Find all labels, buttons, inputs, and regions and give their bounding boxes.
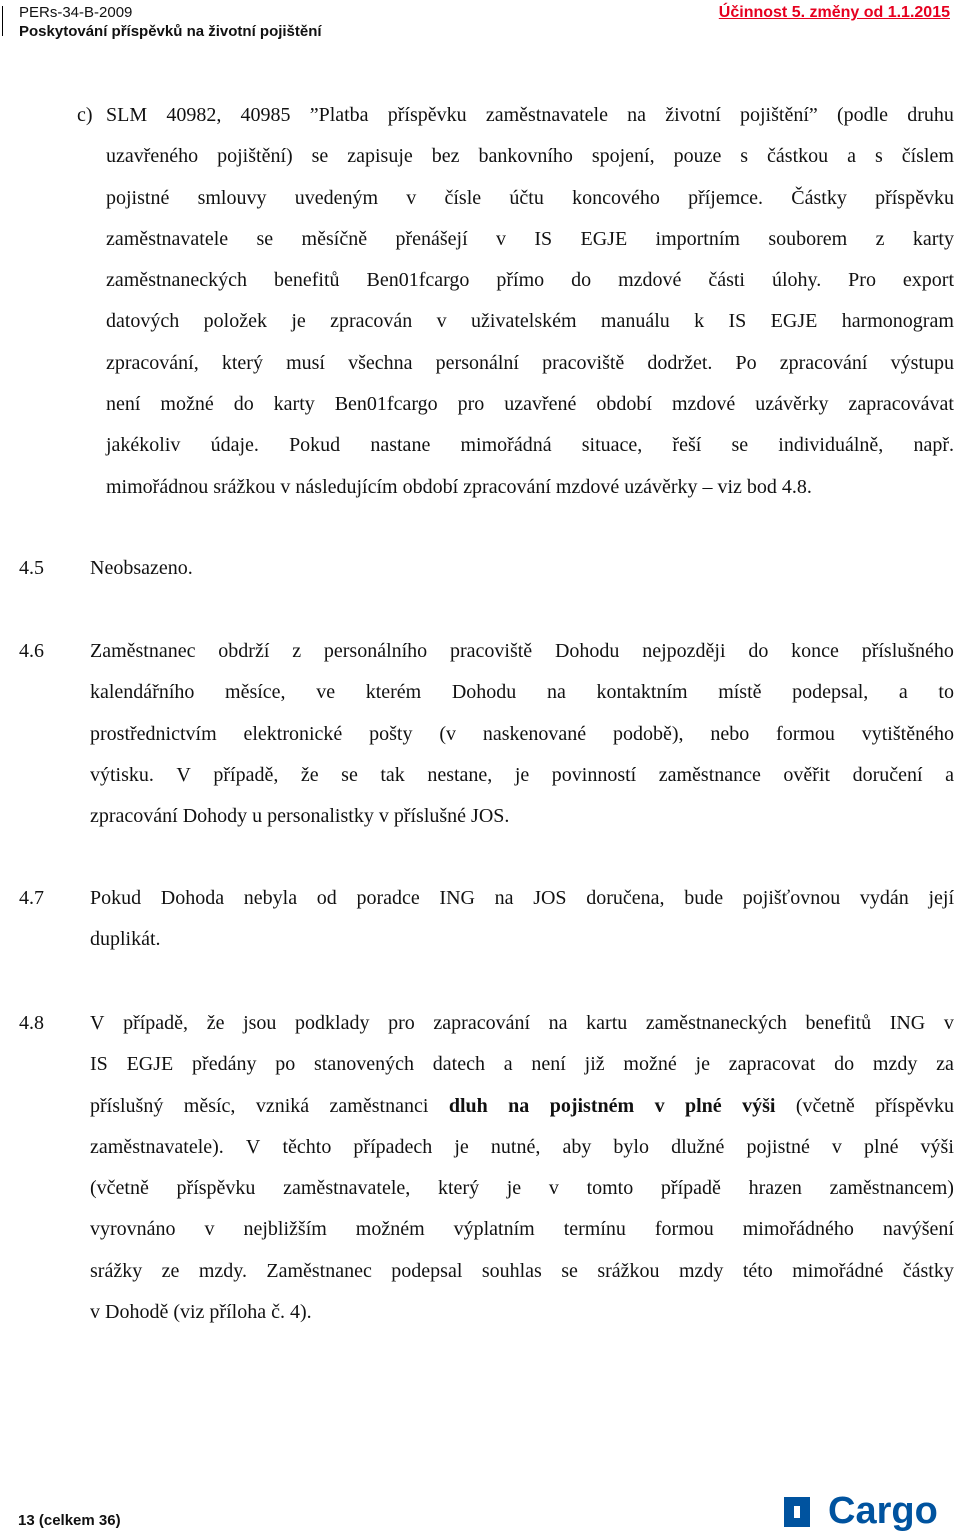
section-4-5-number: 4.5 xyxy=(19,557,44,579)
section-4-8-line: (včetně příspěvku zaměstnavatele, který je v tomto případě hrazen zaměstnancem) xyxy=(90,1177,954,1200)
cargo-logo-text: Cargo xyxy=(828,1490,938,1532)
section-4-8-line: V případě, že jsou podklady pro zapracování na kartu zaměstnaneckých benefitů ING v xyxy=(90,1012,954,1034)
section-4-6-text xyxy=(90,631,954,837)
section-4-7-line: duplikát. xyxy=(90,928,161,951)
debt-emphasis: dluh na pojistném v plné výši xyxy=(448,1094,776,1117)
section-4-6-line: Zaměstnanec obdrží z personálního pracoviště Dohodu nejpozději do konce příslušného xyxy=(90,640,954,662)
item-c-line: není možné do karty Ben01fcargo pro uzavřené období mzdové uzávěrky zapracovávat xyxy=(106,393,954,416)
section-4-5-text: Neobsazeno. xyxy=(90,557,193,579)
page-number: 13 (celkem 36) xyxy=(18,1512,121,1529)
document-code: PERs-34-B-2009 xyxy=(19,4,133,21)
item-c-line: SLM 40982, 40985 ”Platba příspěvku zaměstnavatele na životní pojištění” (podle druhu xyxy=(106,104,954,126)
section-4-6-line: zpracování Dohody u personalistky v příslušné JOS. xyxy=(90,805,510,828)
section-4-7-line: Pokud Dohoda nebyla od poradce ING na JOS doručena, bude pojišťovnou vydán její xyxy=(90,887,954,909)
item-c-line: uzavřeného pojištění) se zapisuje bez bankovního spojení, pouze s částkou a s číslem xyxy=(106,145,954,168)
item-c-line: jakékoliv údaje. Pokud nastane mimořádná situace, řeší se individuálně, např. xyxy=(106,434,954,457)
item-c-text xyxy=(106,95,954,508)
document-title: Poskytování příspěvků na životní pojištění xyxy=(19,23,322,40)
section-4-8-line: IS EGJE předány po stanovených datech a není již možné je zapracovat do mzdy za xyxy=(90,1053,954,1076)
item-c-line: zpracování, který musí všechna personální pracoviště dodržet. Po zpracování výstupu xyxy=(106,351,954,374)
cargo-logo xyxy=(784,1490,956,1535)
effective-date: Účinnost 5. změny od 1.1.2015 xyxy=(718,4,950,21)
section-4-8-line: zaměstnavatele). V těchto případech je nutné, aby bylo dlužné pojistné v plné výši xyxy=(90,1135,954,1158)
section-4-7-text xyxy=(90,878,954,961)
section-4-7-number: 4.7 xyxy=(19,887,44,909)
section-4-8-line: vyrovnáno v nejbližším možném výplatním termínu formou mimořádného navýšení xyxy=(90,1218,954,1241)
section-4-8-text xyxy=(90,1003,954,1333)
item-c-line: zaměstnaneckých benefitů Ben01fcargo přímo do mzdové části úlohy. Pro export xyxy=(106,269,954,292)
section-4-8-line: v Dohodě (viz příloha č. 4). xyxy=(90,1301,312,1324)
cargo-logo-mark-icon xyxy=(784,1493,828,1535)
section-4-6-line: kalendářního měsíce, ve kterém Dohodu na kontaktním místě podepsal, a to xyxy=(90,681,954,704)
item-c-line: datových položek je zpracován v uživatelském manuálu k IS EGJE harmonogram xyxy=(106,310,954,333)
section-4-8-line: příslušný měsíc, vzniká zaměstnanci dluh na pojistném v plné výši (včetně příspěvku xyxy=(90,1094,955,1117)
section-4-6-line: prostřednictvím elektronické pošty (v naskenované podobě), nebo formou vytištěného xyxy=(90,722,954,745)
item-c-line: pojistné smlouvy uvedeným v čísle účtu koncového příjemce. Částky příspěvku xyxy=(106,186,954,209)
section-4-6-number: 4.6 xyxy=(19,640,44,662)
section-4-8-line: srážky ze mzdy. Zaměstnanec podepsal souhlas se srážkou mzdy této mimořádné částky xyxy=(90,1259,954,1282)
section-4-6-line: výtisku. V případě, že se tak nestane, je povinností zaměstnance ověřit doručení a xyxy=(90,763,954,786)
header-rule xyxy=(2,6,3,36)
item-c-label: c) xyxy=(77,104,93,126)
item-c-line: mimořádnou srážkou v následujícím období zpracování mzdové uzávěrky – viz bod 4.8. xyxy=(106,475,812,498)
section-4-8-number: 4.8 xyxy=(19,1012,44,1034)
item-c-line: zaměstnavatele se měsíčně přenášejí v IS EGJE importním souborem z karty xyxy=(106,227,954,250)
